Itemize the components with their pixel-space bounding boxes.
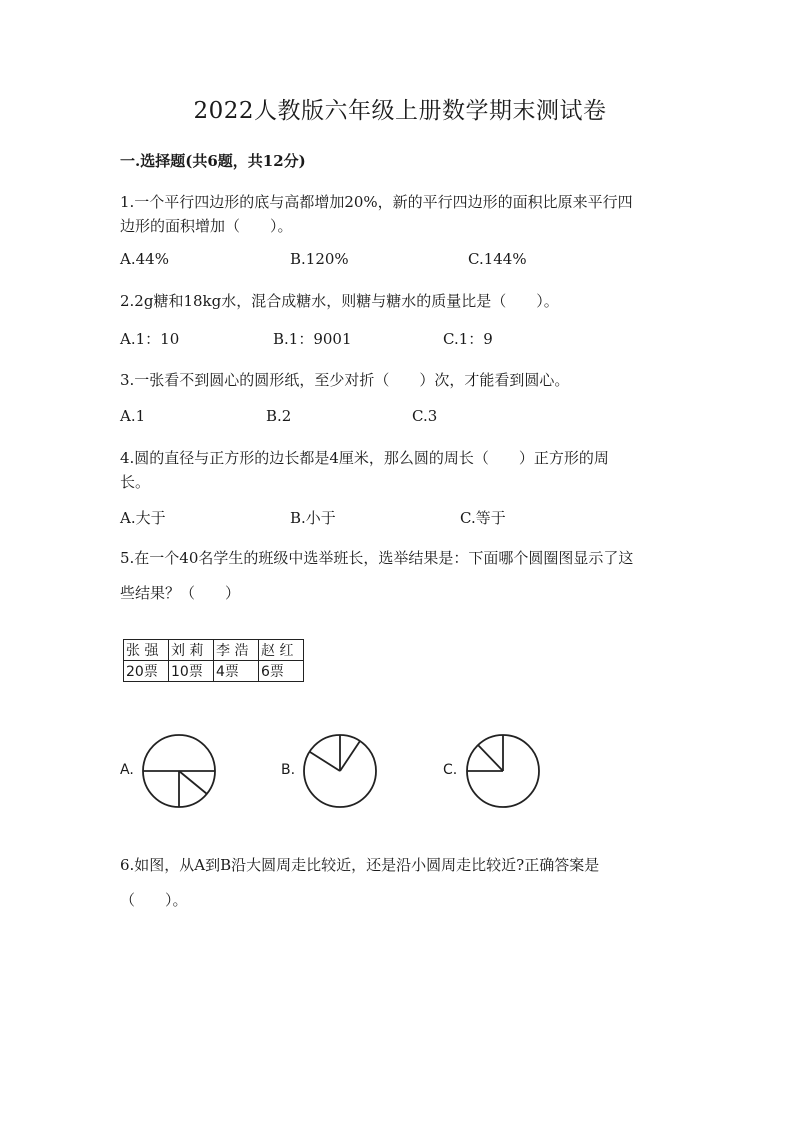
vote-table-name-cell: 刘 莉 xyxy=(169,640,214,661)
question-2-option-a: A.1：10 xyxy=(120,330,180,348)
question-5-line-2: 些结果？（ ） xyxy=(120,584,241,602)
pie-chart-b xyxy=(301,732,379,810)
question-3-option-b: B.2 xyxy=(266,407,292,425)
question-4-line-2: 长。 xyxy=(120,473,151,491)
pie-option-a-label: A. xyxy=(120,762,134,778)
question-1-option-a: A.44% xyxy=(120,250,169,268)
pie-chart-a xyxy=(140,732,218,810)
vote-table-names-row xyxy=(124,640,304,661)
pie-chart-c xyxy=(464,732,542,810)
question-6-line-2: （ ）。 xyxy=(120,891,188,909)
vote-table-name-cell: 张 强 xyxy=(124,640,169,661)
pie-option-c-label: C. xyxy=(443,762,458,778)
vote-table-name-cell: 李 浩 xyxy=(214,640,259,661)
vote-table xyxy=(123,639,304,682)
question-1-option-b: B.120% xyxy=(290,250,349,268)
pie-b-divider xyxy=(310,752,340,771)
vote-table-vote-cell: 4票 xyxy=(214,661,259,682)
question-3-option-a: A.1 xyxy=(120,407,146,425)
vote-table-votes-row xyxy=(124,661,304,682)
question-4-line-1: 4.圆的直径与正方形的边长都是4厘米，那么圆的周长（ ）正方形的周 xyxy=(120,449,609,467)
vote-table-vote-cell: 20票 xyxy=(124,661,169,682)
question-2-option-b: B.1：9001 xyxy=(273,330,352,348)
question-4-option-a: A.大于 xyxy=(120,509,166,527)
page-title: 2022人教版六年级上册数学期末测试卷 xyxy=(193,98,607,124)
section-heading: 一.选择题(共6题，共12分) xyxy=(120,152,306,170)
question-4-option-b: B.小于 xyxy=(290,509,336,527)
question-1-line-2: 边形的面积增加（ ）。 xyxy=(120,217,293,235)
question-5-line-1: 5.在一个40名学生的班级中选举班长，选举结果是：下面哪个圆圈图显示了这 xyxy=(120,549,634,567)
question-3-line-1: 3.一张看不到圆心的圆形纸，至少对折（ ）次，才能看到圆心。 xyxy=(120,371,570,389)
vote-table-vote-cell: 10票 xyxy=(169,661,214,682)
question-1-line-1: 1.一个平行四边形的底与高都增加20%，新的平行四边形的面积比原来平行四 xyxy=(120,193,633,211)
question-2-line-1: 2.2g糖和18kg水，混合成糖水，则糖与糖水的质量比是（ ）。 xyxy=(120,292,559,310)
question-1-option-c: C.144% xyxy=(468,250,527,268)
question-6-line-1: 6.如图，从A到B沿大圆周走比较近，还是沿小圆周走比较近?正确答案是 xyxy=(120,856,600,874)
pie-option-b-label: B. xyxy=(281,762,296,778)
question-3-option-c: C.3 xyxy=(412,407,438,425)
pie-b-divider xyxy=(340,741,360,771)
vote-table-vote-cell: 6票 xyxy=(259,661,304,682)
question-2-option-c: C.1：9 xyxy=(443,330,493,348)
pie-c-divider xyxy=(478,745,503,771)
vote-table-name-cell: 赵 红 xyxy=(259,640,304,661)
pie-a-divider xyxy=(179,771,207,794)
question-4-option-c: C.等于 xyxy=(460,509,506,527)
